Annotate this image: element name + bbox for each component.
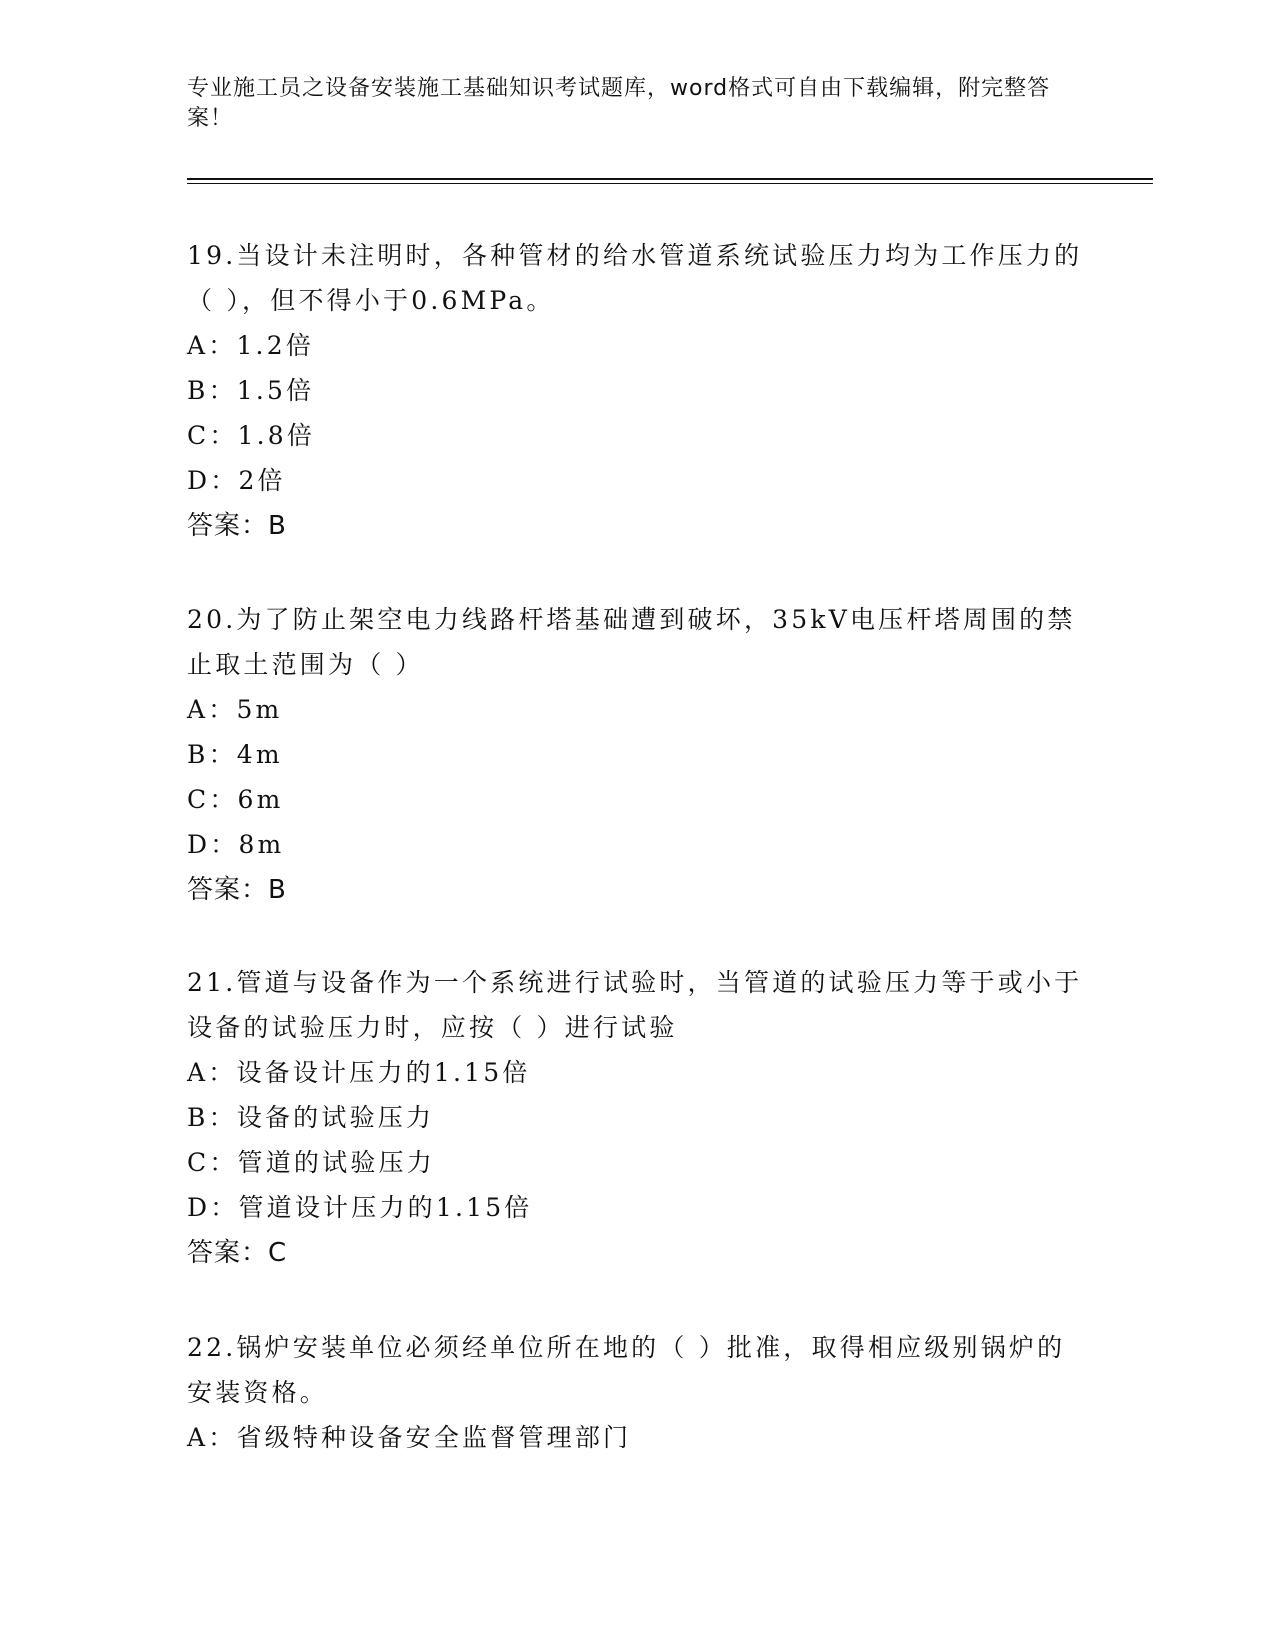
question-stem: 22.锅炉安装单位必须经单位所在地的（ ）批准，取得相应级别锅炉的安装资格。 <box>187 1333 1066 1407</box>
header-divider <box>187 178 1153 180</box>
question-22 <box>187 1325 1087 1460</box>
question-stem: 19.当设计未注明时，各种管材的给水管道系统试验压力均为工作压力的（ ），但不得小于0.6MPa。 <box>187 241 1083 315</box>
question-stem: 20.为了防止架空电力线路杆塔基础遭到破坏，35kV电压杆塔周围的禁止取土范围为（ ） <box>187 605 1076 679</box>
option-b: B：设备的试验压力 <box>187 1103 435 1132</box>
option-c: C：管道的试验压力 <box>187 1148 435 1177</box>
option-d: D：管道设计压力的1.15倍 <box>187 1193 533 1222</box>
document-header: 专业施工员之设备安装施工基础知识考试题库，word格式可自由下载编辑，附完整答案！ <box>187 76 1051 131</box>
answer: 答案：B <box>187 875 287 905</box>
option-a: A：5m <box>187 695 283 724</box>
question-stem: 21.管道与设备作为一个系统进行试验时，当管道的试验压力等于或小于设备的试验压力时，应按（ ）进行试验 <box>187 968 1083 1042</box>
option-a: A：设备设计压力的1.15倍 <box>187 1058 531 1087</box>
option-d: D：2倍 <box>187 466 286 495</box>
answer: 答案：B <box>187 511 287 541</box>
option-c: C：6m <box>187 785 284 814</box>
question-19 <box>187 233 1087 549</box>
question-20 <box>187 597 1087 913</box>
option-a: A：省级特种设备安全监督管理部门 <box>187 1423 632 1452</box>
header-divider-thin <box>187 183 1153 184</box>
question-21 <box>187 960 1087 1276</box>
option-b: B：4m <box>187 740 283 769</box>
option-b: B：1.5倍 <box>187 376 315 405</box>
option-d: D：8m <box>187 830 285 859</box>
answer: 答案：C <box>187 1238 288 1268</box>
option-a: A：1.2倍 <box>187 331 315 360</box>
option-c: C：1.8倍 <box>187 421 316 450</box>
